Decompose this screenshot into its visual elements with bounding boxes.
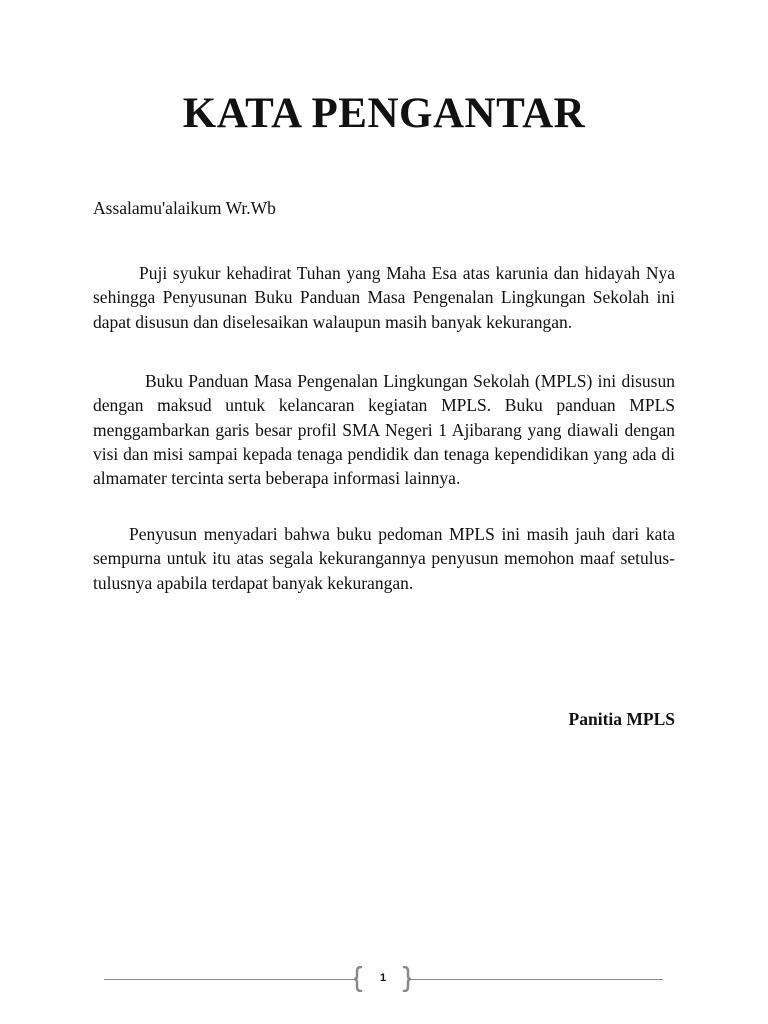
footer-line-right xyxy=(409,979,663,980)
paragraph-2: Buku Panduan Masa Pengenalan Lingkungan Sekolah (MPLS) ini disusun dengan maksud untuk kelancaran kegiatan MPLS. Buku panduan MPLS menggambarkan garis besar profil SMA Negeri 1 Ajibarang yang diawali dengan visi dan misi sampai kepada tenaga pendidik dan tenaga kependidikan yang ada di almamater tercinta serta beberapa informasi lainnya. xyxy=(93,371,675,489)
greeting-text: Assalamu'alaikum Wr.Wb xyxy=(93,198,276,218)
left-brace-icon xyxy=(353,966,363,992)
page-number: 1 xyxy=(379,972,387,984)
signature: Panitia MPLS xyxy=(568,709,675,729)
footer-line-left xyxy=(104,979,357,980)
page-title: KATA PENGANTAR xyxy=(182,90,586,137)
right-brace-icon xyxy=(402,966,412,992)
paragraph-3: Penyusun menyadari bahwa buku pedoman MPLS ini masih jauh dari kata sempurna untuk itu atas segala kekurangannya penyusun memohon maaf setulus-tulusnya apabila terdapat banyak kekurangan. xyxy=(93,524,675,593)
paragraph-1: Puji syukur kehadirat Tuhan yang Maha Esa atas karunia dan hidayah Nya sehingga Penyusunan Buku Panduan Masa Pengenalan Lingkungan Sekolah ini dapat disusun dan diselesaikan walaupun masih banyak kekurangan. xyxy=(93,263,675,332)
